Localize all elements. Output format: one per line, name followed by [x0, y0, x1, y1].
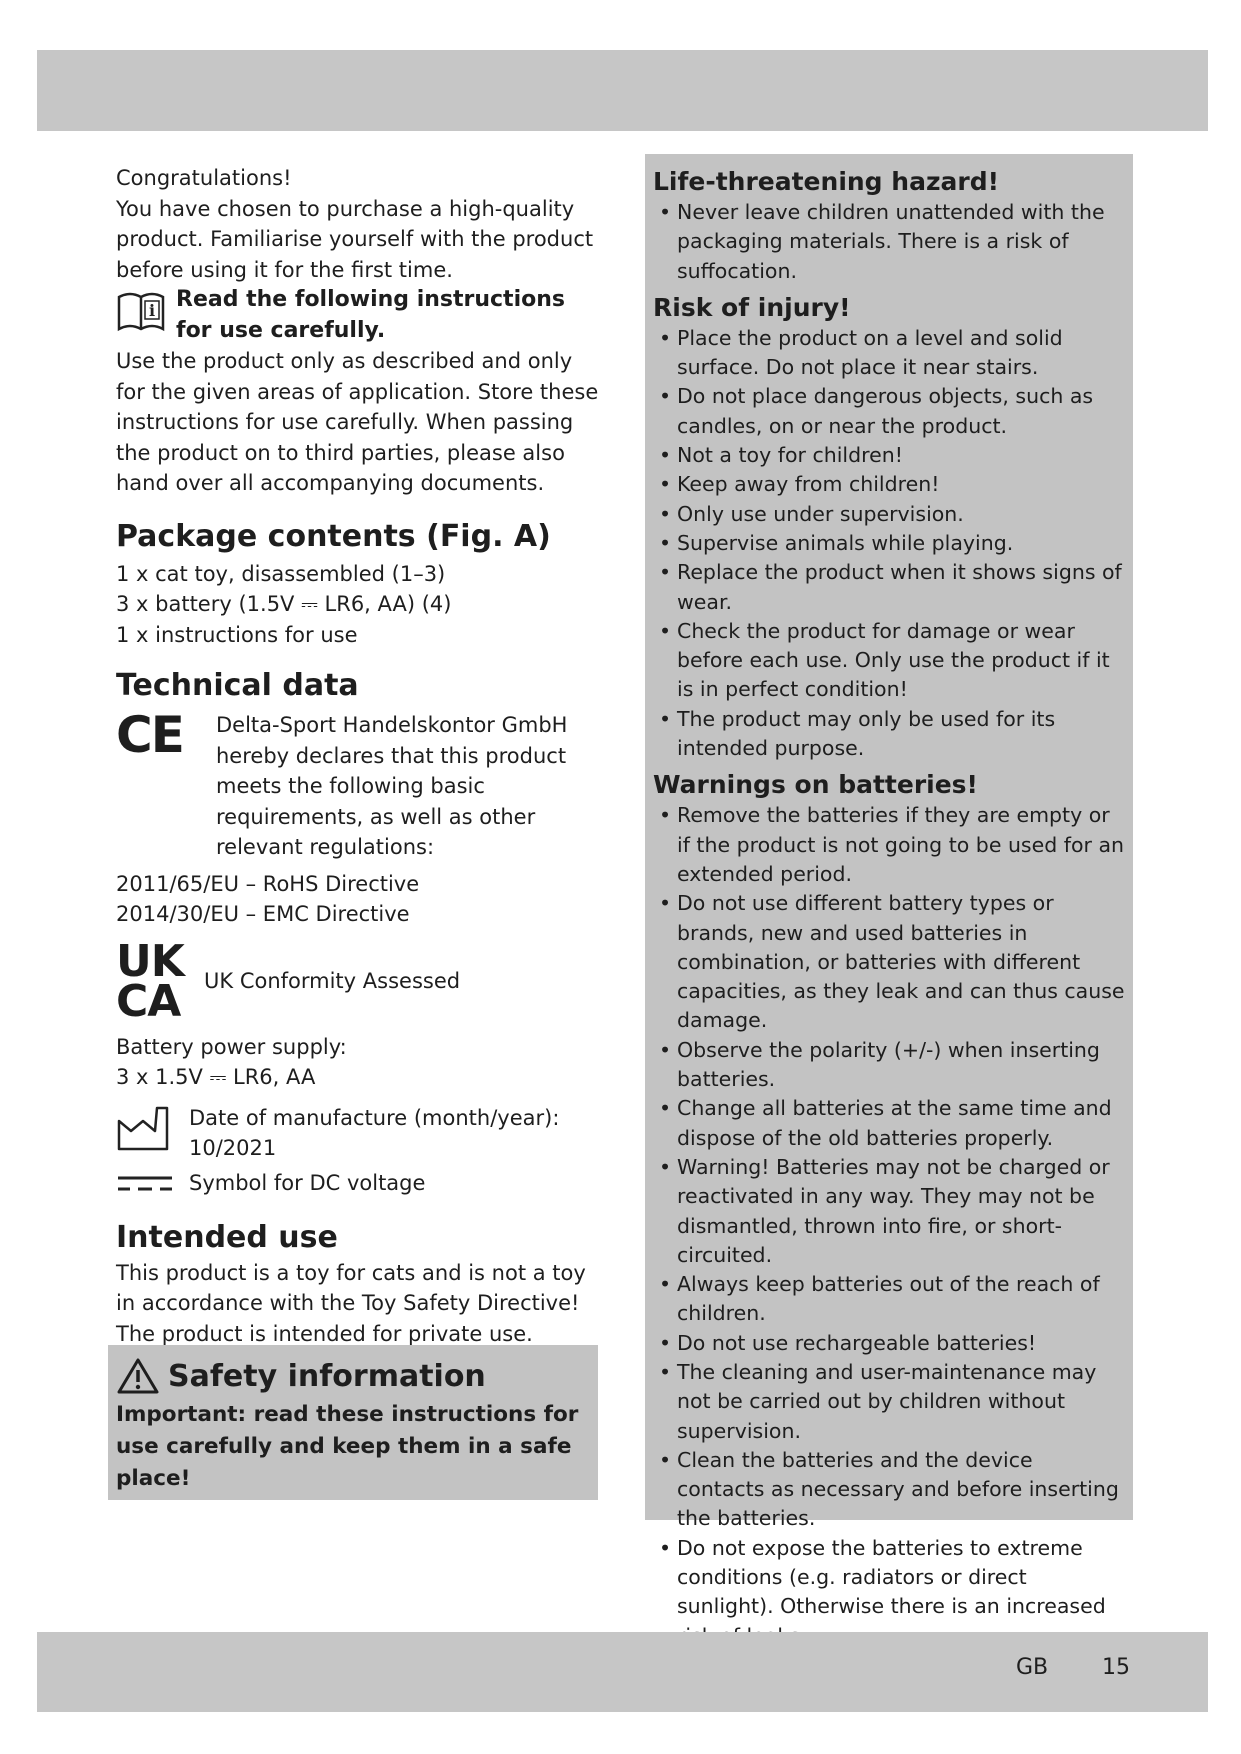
list-item: • Never leave children unattended with the packaging materials. There is a risk of suffocation.: [653, 198, 1125, 286]
safety-title-text: Safety information: [168, 1358, 486, 1394]
ce-text: Delta-Sport Handelskontor GmbH hereby declares that this product meets the following basic requirements, as well as other relevant regulations:: [216, 713, 568, 859]
package-item: 3 x battery (1.5V ⎓ LR6, AA) (4): [116, 592, 452, 616]
package-item: 1 x cat toy, disassembled (1–3): [116, 561, 446, 586]
list-item: • Change all batteries at the same time and dispose of the old batteries properly.: [653, 1094, 1125, 1153]
dc-symbol-row: [116, 1168, 606, 1202]
ukca-mark: [116, 935, 204, 1027]
footer-page-number: 15: [1102, 1655, 1130, 1680]
list-item: • Always keep batteries out of the reach of children.: [653, 1270, 1125, 1329]
list-item: • Do not use different battery types or brands, new and used batteries in combination, or batteries with different capacities, as they leak and can thus cause damage.: [653, 889, 1125, 1035]
technical-data-heading: Technical data: [116, 668, 359, 703]
footer-language-code: GB: [1016, 1655, 1049, 1680]
manufacture-value: 10/2021: [189, 1136, 277, 1160]
list-item: • The cleaning and user-maintenance may not be carried out by children without supervision.: [653, 1358, 1125, 1446]
manual-book-icon: [116, 289, 166, 333]
list-item: • Do not use rechargeable batteries!: [653, 1329, 1125, 1358]
list-item: • Replace the product when it shows signs of wear.: [653, 558, 1125, 617]
dc-voltage-icon: [116, 1168, 174, 1198]
manufacture-label: Date of manufacture (month/year):: [189, 1105, 560, 1130]
directive: 2014/30/EU – EMC Directive: [116, 902, 410, 926]
list-item: • Supervise animals while playing.: [653, 529, 1125, 558]
manufacture-date-row: [116, 1103, 606, 1164]
list-item: • Not a toy for children!: [653, 441, 1125, 470]
dc-symbol-text: Symbol for DC voltage: [189, 1170, 426, 1195]
battery-warnings-list: [653, 801, 1125, 1651]
greeting: Congratulations!: [116, 166, 292, 190]
list-item: • The product may only be used for its intended purpose.: [653, 705, 1125, 764]
svg-text:i: i: [148, 301, 156, 320]
hazard-heading: Life-threatening hazard!: [653, 167, 999, 196]
ukca-text: UK Conformity Assessed: [204, 969, 461, 994]
ukca-mark-top: UK: [116, 935, 184, 987]
warning-icon: [116, 1357, 160, 1395]
hazard-warnings-box: [645, 154, 1133, 1619]
list-item: • Do not place dangerous objects, such as candles, on or near the product.: [653, 382, 1125, 441]
list-item: • Remove the batteries if they are empty or if the product is not going to be used for an extended period.: [653, 801, 1125, 889]
package-contents-heading: Package contents (Fig. A): [116, 518, 551, 554]
read-instructions-notice: [116, 285, 606, 346]
list-item: • Do not expose the batteries to extreme conditions (e.g. radiators or direct sunlight). Otherwise there is an increased: [653, 1534, 1125, 1651]
list-item: • Warning! Batteries may not be charged or reactivated in any way. They may not be dismantled, thrown into fire, or short-circuited.: [653, 1153, 1125, 1270]
ce-declaration: [116, 706, 606, 863]
ukca-mark-bottom: CA: [116, 975, 181, 1027]
read-notice-text: Read the following instructions for use carefully.: [176, 287, 565, 343]
usage-text: Use the product only as described and only for the given areas of application. Store these instructions for use carefully. When passing the product on to third parties, please also hand over all accompanying documents.: [116, 349, 599, 495]
hazard-list: [653, 198, 1125, 286]
package-item: 1 x instructions for use: [116, 622, 358, 647]
list-item: • Check the product for damage or wear before each use. Only use the product if it is in perfect condition!: [653, 617, 1125, 705]
ukca-row: [116, 935, 606, 1027]
list-item: • Keep away from children!: [653, 470, 1125, 499]
intended-use-heading: Intended use: [116, 1219, 338, 1255]
battery-label: Battery power supply:: [116, 1034, 347, 1059]
left-column: [116, 163, 606, 1349]
factory-icon: [116, 1103, 172, 1153]
list-item: • Place the product on a level and solid surface. Do not place it near stairs.: [653, 324, 1125, 383]
list-item: • Observe the polarity (+/-) when inserting batteries.: [653, 1036, 1125, 1095]
safety-information-box: [108, 1345, 598, 1500]
list-item: • Clean the batteries and the device contacts as necessary and before inserting the batteries.: [653, 1446, 1125, 1534]
list-item: • Only use under supervision.: [653, 500, 1125, 529]
battery-value: 3 x 1.5V ⎓ LR6, AA: [116, 1065, 316, 1089]
header-bar: [37, 50, 1208, 131]
injury-list: [653, 324, 1125, 763]
ce-mark: CE: [116, 706, 183, 764]
intro-text: You have chosen to purchase a high-quality product. Familiarise yourself with the product before using it for the first time.: [116, 196, 594, 282]
battery-warnings-heading: Warnings on batteries!: [653, 770, 978, 800]
injury-heading: Risk of injury!: [653, 292, 851, 322]
directive: 2011/65/EU – RoHS Directive: [116, 871, 420, 896]
intended-use-text: This product is a toy for cats and is not a toy in accordance with the Toy Safety Directive! The product is intended for private use.: [116, 1260, 586, 1346]
safety-important-text: Important: read these instructions for use carefully and keep them in a safe place!: [116, 1402, 579, 1491]
safety-information-heading: [116, 1357, 590, 1395]
